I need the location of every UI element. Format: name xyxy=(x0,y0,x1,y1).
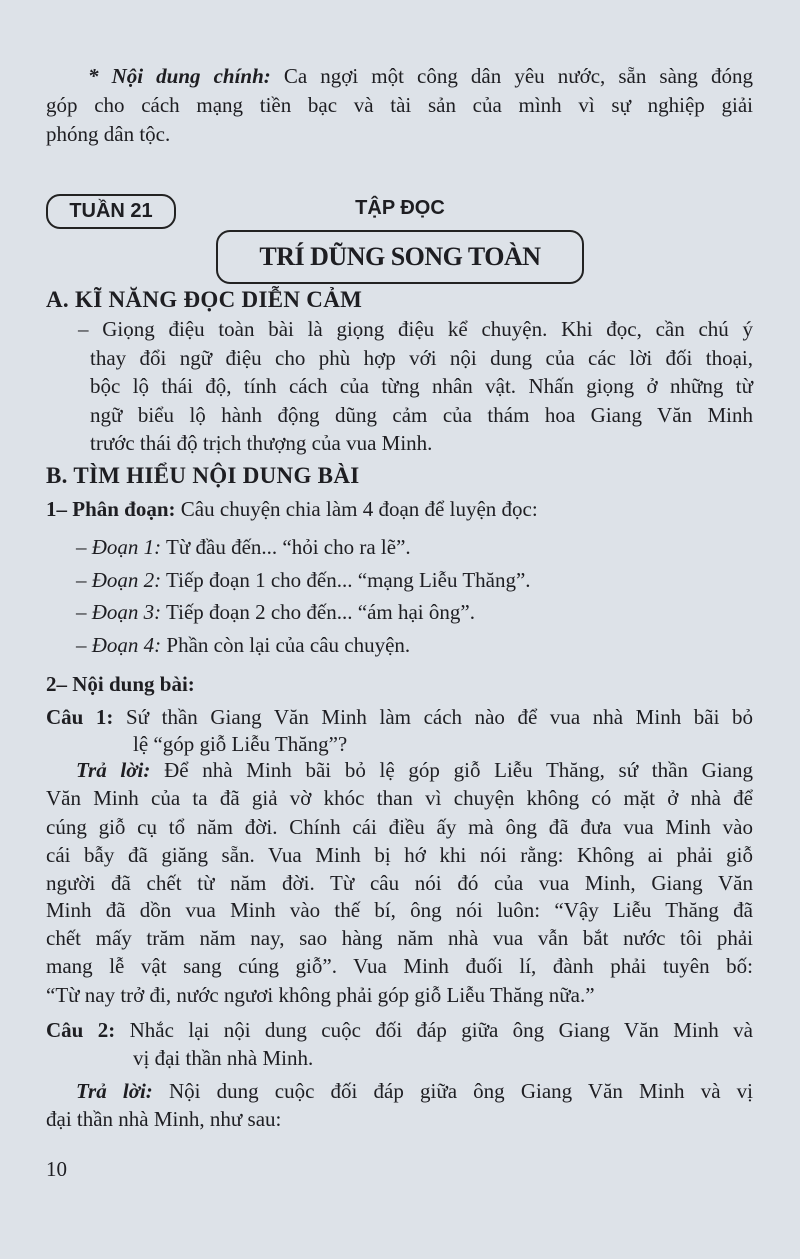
lesson-title: TRÍ DŨNG SONG TOÀN xyxy=(216,230,584,284)
question-label: Câu 1: xyxy=(46,705,114,729)
answer-text: Nội dung cuộc đối đáp giữa ông Giang Văn Minh và vị xyxy=(152,1079,753,1103)
segment-text: Phần còn lại của câu chuyện. xyxy=(161,633,411,657)
segment-text: Tiếp đoạn 1 cho đến... “mạng Liễu Thăng”. xyxy=(161,568,531,592)
answer-line: cúng giỗ cụ tổ năm đời. Chính cái điều ấy mà ông đã đưa vua Minh vào xyxy=(46,815,753,839)
intro-label: * Nội dung chính: xyxy=(88,64,271,88)
answer-2 xyxy=(76,1077,753,1105)
section-a-heading: A. KĨ NĂNG ĐỌC DIỄN CẢM xyxy=(46,287,363,312)
section-a-line: – Giọng điệu toàn bài là giọng điệu kể chuyện. Khi đọc, cần chú ý xyxy=(78,317,753,341)
section-a-line: thay đổi ngữ điệu cho phù hợp với nội dung của các lời đối thoại, xyxy=(90,346,753,370)
intro-text: Ca ngợi một công dân yêu nước, sẵn sàng đóng xyxy=(270,64,753,88)
answer-1 xyxy=(76,756,753,784)
intro-line xyxy=(88,62,753,90)
answer-line: “Từ nay trở đi, nước ngươi không phải góp giỗ Liễu Thăng nữa.” xyxy=(46,983,595,1007)
segment-label: Đoạn 4: xyxy=(91,633,162,657)
section-a-line: bộc lộ thái độ, tính cách của từng nhân vật. Nhấn giọng ở những từ xyxy=(90,374,753,398)
part1-line xyxy=(46,495,753,523)
question-1 xyxy=(46,703,753,731)
question-text: Nhắc lại nội dung cuộc đối đáp giữa ông Giang Văn Minh và xyxy=(115,1018,753,1042)
page-number: 10 xyxy=(46,1157,67,1181)
segment-label: Đoạn 3: xyxy=(91,600,162,624)
segment-label: Đoạn 1: xyxy=(91,535,162,559)
intro-line: phóng dân tộc. xyxy=(46,122,171,146)
section-b-heading: B. TÌM HIỂU NỘI DUNG BÀI xyxy=(46,463,360,488)
segment-item: – Đoạn 4: Phần còn lại của câu chuyện. xyxy=(76,633,411,657)
answer-line: Văn Minh của ta đã giả vờ khóc than vì chuyện không có mặt ở nhà để xyxy=(46,786,753,810)
section-a-line: ngữ biểu lộ hành động dũng cảm của thám hoa Giang Văn Minh xyxy=(90,403,753,427)
segment-text: Từ đầu đến... “hỏi cho ra lẽ”. xyxy=(161,535,411,559)
answer-label: Trả lời: xyxy=(76,1079,153,1103)
part1-text: Câu chuyện chia làm 4 đoạn để luyện đọc: xyxy=(175,497,538,521)
week-badge: TUẦN 21 xyxy=(46,194,176,229)
answer-text: Để nhà Minh bãi bỏ lệ góp giỗ Liễu Thăng, sứ thần Giang xyxy=(150,758,753,782)
segment-text: Tiếp đoạn 2 cho đến... “ám hại ông”. xyxy=(161,600,475,624)
question-label: Câu 2: xyxy=(46,1018,116,1042)
answer-line: chết mấy trăm năm nay, sao hàng năm nhà vua vẫn bắt nước tôi phải xyxy=(46,926,753,950)
part2-heading: 2– Nội dung bài: xyxy=(46,672,195,696)
answer-line: cái bẫy đã giăng sẵn. Vua Minh bị hớ khi nói rằng: Không ai phải giỗ xyxy=(46,843,753,867)
segment-label: Đoạn 2: xyxy=(91,568,162,592)
segment-item: – Đoạn 3: Tiếp đoạn 2 cho đến... “ám hại ông”. xyxy=(76,600,475,624)
subject-label: TẬP ĐỌC xyxy=(355,197,445,219)
section-a-line: trước thái độ trịch thượng của vua Minh. xyxy=(90,431,433,455)
part1-label: 1– Phân đoạn: xyxy=(46,497,176,521)
intro-line: góp cho cách mạng tiền bạc và tài sản của mình vì sự nghiệp giải xyxy=(46,93,753,117)
question-2 xyxy=(46,1016,753,1044)
question-text: Sứ thần Giang Văn Minh làm cách nào để vua nhà Minh bãi bỏ xyxy=(113,705,753,729)
answer-line: đại thần nhà Minh, như sau: xyxy=(46,1107,282,1131)
answer-line: người đã chết từ năm đời. Từ câu nói đó của vua Minh, Giang Văn xyxy=(46,871,753,895)
answer-line: mang lễ vật sang cúng giỗ”. Vua Minh đuối lí, đành phải tuyên bố: xyxy=(46,954,753,978)
question-text: vị đại thần nhà Minh. xyxy=(133,1046,314,1070)
question-text: lệ “góp giỗ Liễu Thăng”? xyxy=(133,732,348,756)
answer-line: Minh đã dồn vua Minh vào thế bí, ông nói luôn: “Vậy Liễu Thăng đã xyxy=(46,898,753,922)
answer-label: Trả lời: xyxy=(76,758,151,782)
segment-item: – Đoạn 1: Từ đầu đến... “hỏi cho ra lẽ”. xyxy=(76,535,411,559)
segment-item: – Đoạn 2: Tiếp đoạn 1 cho đến... “mạng Liễu Thăng”. xyxy=(76,568,531,592)
